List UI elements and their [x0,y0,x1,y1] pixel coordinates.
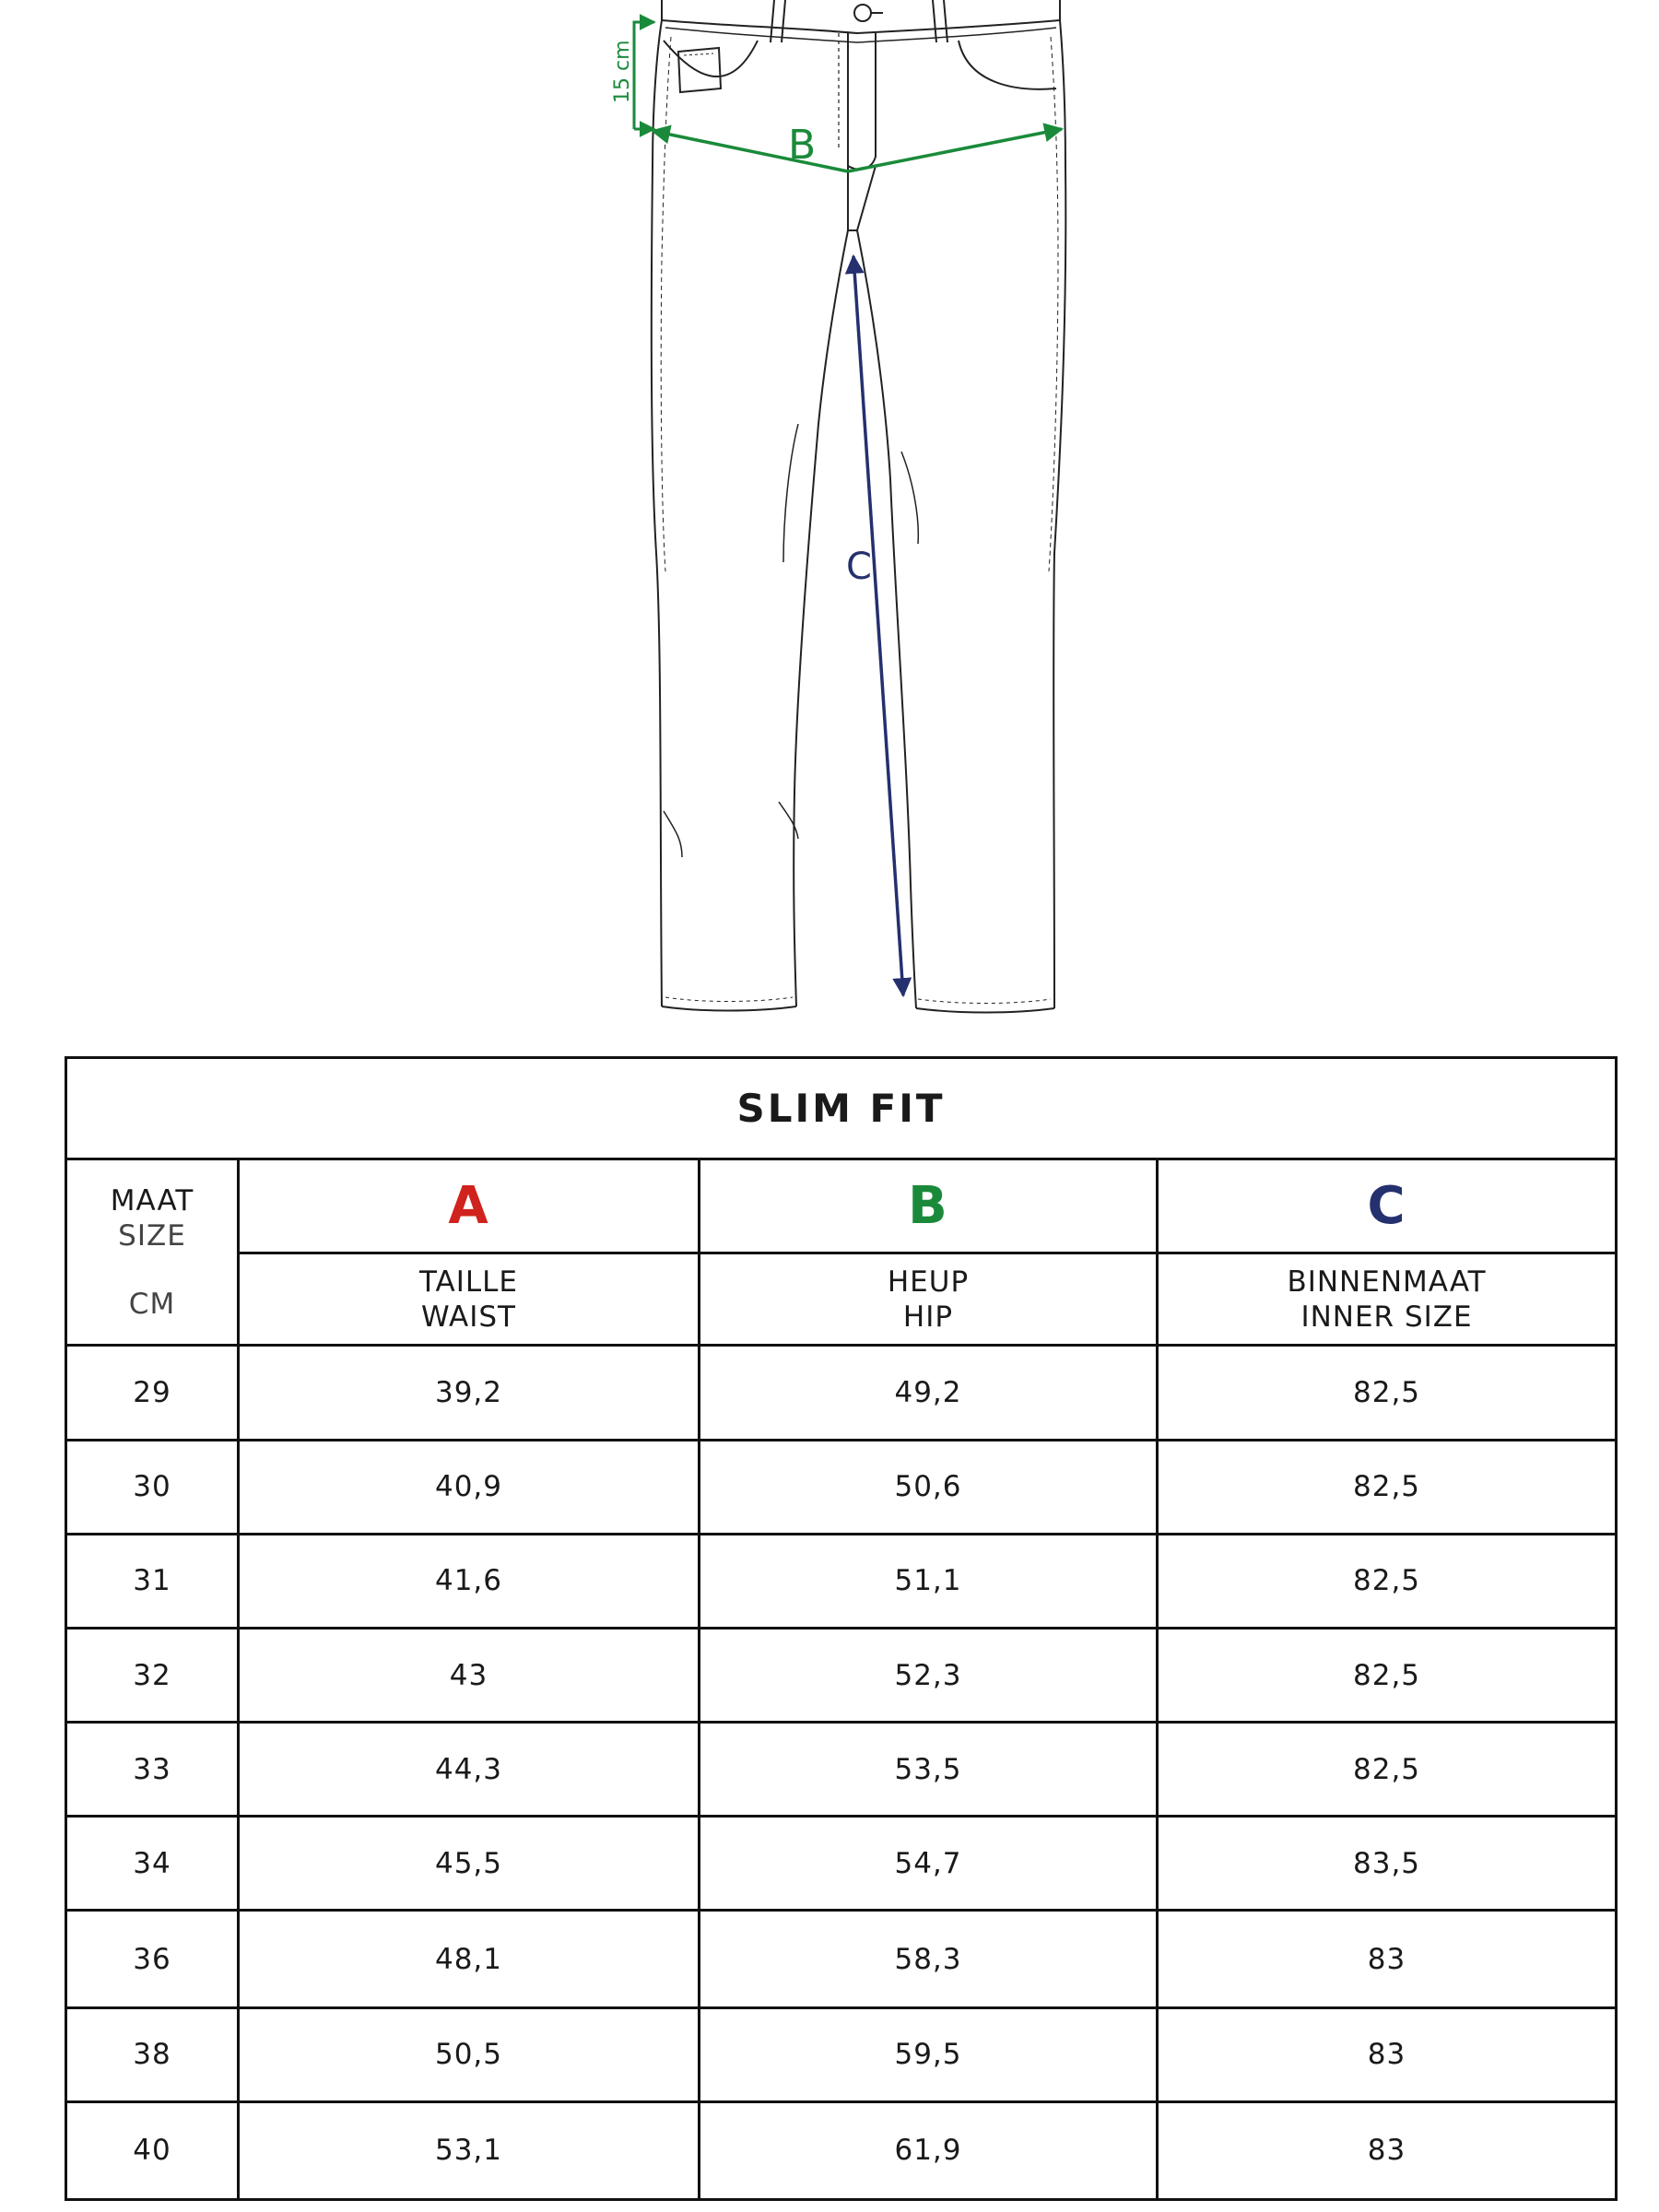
inner-size-cell: 82,5 [1158,1534,1617,1628]
waist-cell: 50,5 [239,2007,700,2101]
size-cell: 36 [66,1911,239,2007]
table-row [66,1440,1617,1534]
inseam-measurement-c [846,256,903,995]
table-row [66,1911,1617,2007]
table-row [66,1628,1617,1722]
table-row [66,2101,1617,2199]
hip-cell: 49,2 [700,1346,1158,1440]
size-header-maat: MAAT [110,1183,194,1218]
column-b-header [700,1159,1158,1253]
column-b-names [700,1253,1158,1346]
inner-size-cell: 82,5 [1158,1346,1617,1440]
inner-size-cell: 82,5 [1158,1723,1617,1817]
rise-15cm-label: 15 cm [611,40,634,103]
column-c-nl: BINNENMAAT [1287,1265,1487,1299]
size-cell: 40 [66,2101,239,2199]
column-name-row [66,1253,1617,1346]
column-a-nl: TAILLE [418,1265,518,1299]
hip-cell: 50,6 [700,1440,1158,1534]
hip-letter-b: B [788,122,817,169]
size-header-cell [66,1159,239,1346]
waist-cell: 44,3 [239,1723,700,1817]
table-row [66,1723,1617,1817]
size-cell: 38 [66,2007,239,2101]
size-cell: 33 [66,1723,239,1817]
hip-cell: 59,5 [700,2007,1158,2101]
size-cell: 31 [66,1534,239,1628]
column-letter-row [66,1159,1617,1253]
size-cell: 29 [66,1346,239,1440]
trousers-diagram [0,0,1659,1041]
inner-size-cell: 82,5 [1158,1628,1617,1722]
size-header-unit: CM [128,1287,176,1321]
hip-measurement-b [653,122,1062,171]
table-title: SLIM FIT [66,1058,1617,1159]
table-row [66,2007,1617,2101]
waist-cell: 48,1 [239,1911,700,2007]
waist-cell: 39,2 [239,1346,700,1440]
hip-cell: 53,5 [700,1723,1158,1817]
column-b-nl: HEUP [887,1265,970,1299]
hip-cell: 52,3 [700,1628,1158,1722]
column-a-en: WAIST [421,1300,516,1334]
hip-cell: 58,3 [700,1911,1158,2007]
size-cell: 30 [66,1440,239,1534]
column-b-en: HIP [902,1300,954,1334]
inner-size-cell: 83 [1158,2101,1617,2199]
trousers-outline [652,0,1066,1013]
inner-size-cell: 83 [1158,2007,1617,2101]
column-c-names [1158,1253,1617,1346]
waist-cell: 45,5 [239,1817,700,1911]
column-b-letter: B [908,1176,948,1237]
column-a-names [239,1253,700,1346]
hip-cell: 54,7 [700,1817,1158,1911]
inner-size-cell: 83 [1158,1911,1617,2007]
size-table [65,1056,1618,2201]
hip-cell: 51,1 [700,1534,1158,1628]
button-icon [854,5,871,21]
hip-cell: 61,9 [700,2101,1158,2199]
column-c-en: INNER SIZE [1300,1300,1473,1334]
inner-size-cell: 83,5 [1158,1817,1617,1911]
waist-cell: 40,9 [239,1440,700,1534]
waist-cell: 41,6 [239,1534,700,1628]
table-title-row [66,1058,1617,1159]
inner-size-cell: 82,5 [1158,1440,1617,1534]
size-cell: 34 [66,1817,239,1911]
table-row [66,1534,1617,1628]
rise-15cm-marker [611,22,654,129]
column-a-letter: A [448,1176,489,1237]
inseam-letter-c: C [846,546,872,588]
size-cell: 32 [66,1628,239,1722]
waist-cell: 43 [239,1628,700,1722]
column-c-header [1158,1159,1617,1253]
waist-cell: 53,1 [239,2101,700,2199]
table-row [66,1346,1617,1440]
table-row [66,1817,1617,1911]
size-header-size: SIZE [118,1218,186,1253]
column-c-letter: C [1367,1176,1406,1237]
column-a-header [239,1159,700,1253]
